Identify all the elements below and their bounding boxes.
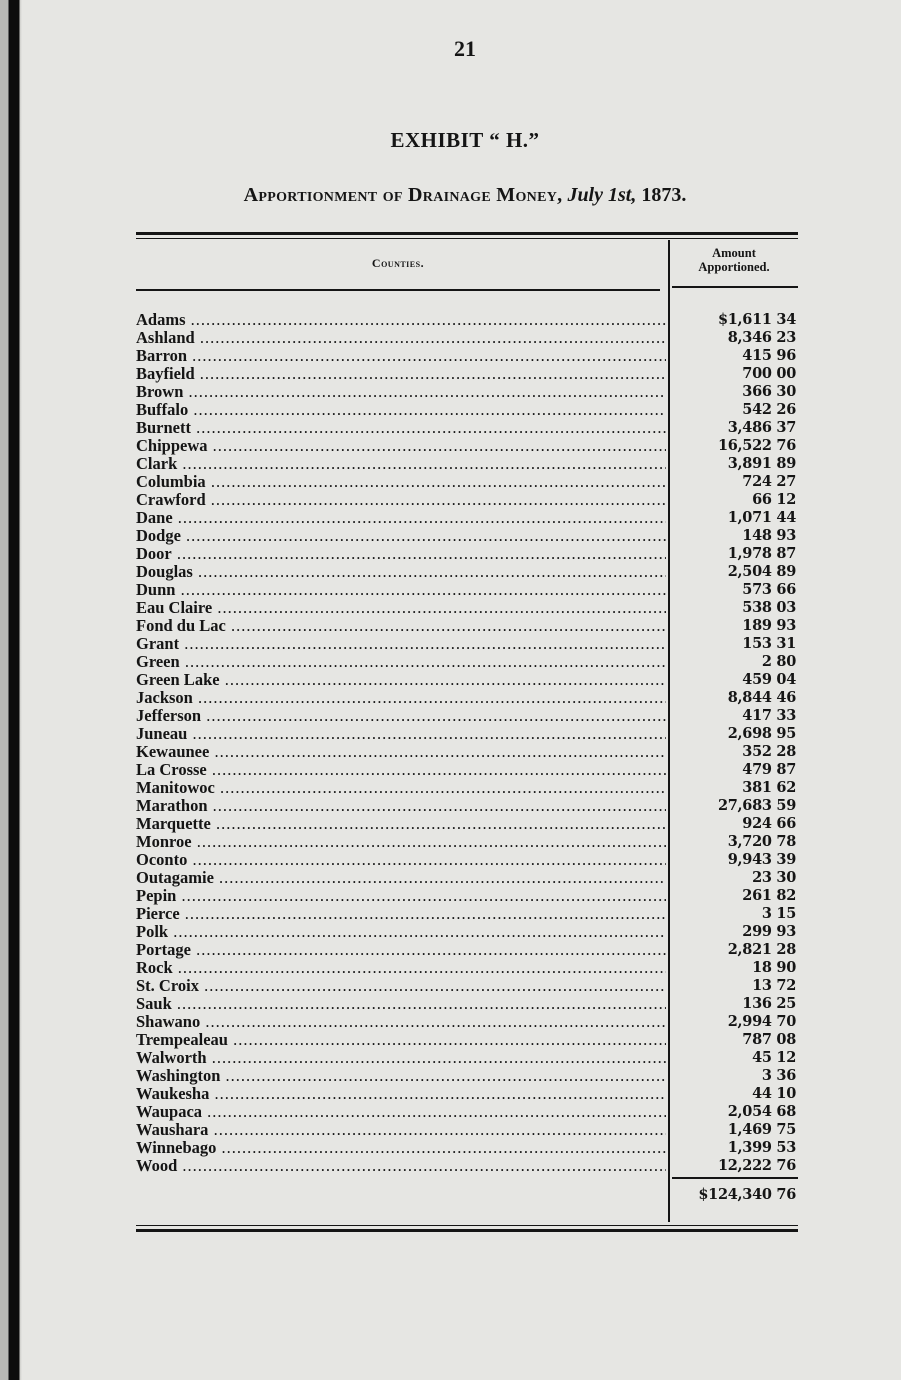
apportioned-amount: 8,844 46: [727, 689, 796, 706]
apportioned-amount: 3,891 89: [727, 455, 796, 472]
table-row: [136, 1121, 796, 1139]
county-name: Manitowoc .....: [136, 779, 666, 797]
county-name: Juneau .....: [136, 725, 666, 743]
county-name: Waukesha .....: [136, 1085, 666, 1103]
table-row: [136, 653, 796, 671]
table-row: [136, 725, 796, 743]
county-name: Washington .....: [136, 1067, 666, 1085]
table-row: [136, 1049, 796, 1067]
county-name: Pierce .....: [136, 905, 666, 923]
table-row: [136, 1139, 796, 1157]
county-name: Grant .....: [136, 635, 666, 653]
table-row: [136, 995, 796, 1013]
table-row: [136, 617, 796, 635]
table-row: [136, 437, 796, 455]
table-row: [136, 743, 796, 761]
county-name: Ashland .....: [136, 329, 666, 347]
county-name: Portage .....: [136, 941, 666, 959]
county-name: Burnett .....: [136, 419, 666, 437]
county-name: Columbia .....: [136, 473, 666, 491]
table-subtitle: [0, 184, 901, 207]
table-row: [136, 941, 796, 959]
apportioned-amount: 2,504 89: [727, 563, 796, 580]
apportioned-amount: 3,720 78: [727, 833, 796, 850]
county-name: Walworth .....: [136, 1049, 666, 1067]
column-header-amount: [672, 246, 796, 274]
apportioned-amount: 3,486 37: [727, 419, 796, 436]
county-name: Outagamie .....: [136, 869, 666, 887]
apportioned-amount: 366 30: [742, 383, 796, 400]
apportioned-amount: 1,469 75: [727, 1121, 796, 1138]
table-row: [136, 401, 796, 419]
apportioned-amount: 1,071 44: [727, 509, 796, 526]
county-name: Dane .....: [136, 509, 666, 527]
apportioned-amount: 459 04: [742, 671, 796, 688]
apportioned-amount: 417 33: [742, 707, 796, 724]
county-name: Eau Claire .....: [136, 599, 666, 617]
table-row: [136, 959, 796, 977]
county-name: Barron .....: [136, 347, 666, 365]
table-row: [136, 1013, 796, 1031]
table-row: [136, 1067, 796, 1085]
apportioned-amount: 1,399 53: [727, 1139, 796, 1156]
subtitle-date: July 1st,: [567, 184, 637, 206]
page-binding-edge: [0, 0, 22, 1380]
apportioned-amount: 3 15: [761, 905, 796, 922]
table-row: [136, 365, 796, 383]
table-row: [136, 977, 796, 995]
amount-header-line2: Apportioned.: [698, 260, 770, 274]
total-amount: $124,340 76: [698, 1186, 796, 1203]
header-rule-right: [672, 286, 798, 288]
table-row: [136, 779, 796, 797]
top-rule-thick: [136, 232, 798, 235]
apportioned-amount: 45 12: [752, 1049, 796, 1066]
county-name: Trempealeau .....: [136, 1031, 666, 1049]
apportioned-amount: 66 12: [752, 491, 796, 508]
apportioned-amount: 700 00: [742, 365, 796, 382]
county-name: Adams .....: [136, 311, 666, 329]
apportioned-amount: 924 66: [742, 815, 796, 832]
table-row: [136, 923, 796, 941]
county-name: La Crosse .....: [136, 761, 666, 779]
county-name: Brown .....: [136, 383, 666, 401]
apportioned-amount: 538 03: [742, 599, 796, 616]
table-row: [136, 383, 796, 401]
county-name: Rock .....: [136, 959, 666, 977]
table-row: [136, 581, 796, 599]
table-row: [136, 851, 796, 869]
table-row: [136, 419, 796, 437]
apportioned-amount: 2,698 95: [727, 725, 796, 742]
county-name: Marathon .....: [136, 797, 666, 815]
apportioned-amount: 27,683 59: [717, 797, 796, 814]
county-name: Waupaca .....: [136, 1103, 666, 1121]
apportioned-amount: 8,346 23: [727, 329, 796, 346]
page-number: 21: [454, 36, 476, 61]
apportioned-amount: 415 96: [742, 347, 796, 364]
amount-header-line1: Amount: [712, 246, 756, 260]
table-row: [136, 761, 796, 779]
apportioned-amount: 724 27: [742, 473, 796, 490]
table-row: [136, 1103, 796, 1121]
header-rule-left: [136, 289, 660, 291]
table-row: [136, 329, 796, 347]
subtitle-main: Apportionment of Drainage Money,: [243, 184, 563, 206]
county-name: Green .....: [136, 653, 666, 671]
table-row: [136, 671, 796, 689]
county-name: Green Lake .....: [136, 671, 666, 689]
apportioned-amount: 44 10: [752, 1085, 796, 1102]
county-name: Dodge .....: [136, 527, 666, 545]
table-row: [136, 473, 796, 491]
apportioned-amount: 9,943 39: [727, 851, 796, 868]
apportioned-amount: 542 26: [742, 401, 796, 418]
table-row: [136, 491, 796, 509]
apportioned-amount: 13 72: [752, 977, 796, 994]
apportioned-amount: 189 93: [742, 617, 796, 634]
bottom-rule-thick: [136, 1229, 798, 1232]
apportioned-amount: 2 80: [761, 653, 796, 670]
apportioned-amount: 16,522 76: [717, 437, 796, 454]
apportioned-amount: 2,821 28: [727, 941, 796, 958]
table-row: [136, 527, 796, 545]
table-row: [136, 599, 796, 617]
apportioned-amount: 153 31: [742, 635, 796, 652]
subtitle-year: 1873.: [641, 184, 687, 206]
county-name: Dunn .....: [136, 581, 666, 599]
table-row: [136, 833, 796, 851]
table-row: [136, 887, 796, 905]
county-name: Chippewa .....: [136, 437, 666, 455]
apportioned-amount: 261 82: [742, 887, 796, 904]
apportioned-amount: 2,054 68: [727, 1103, 796, 1120]
table-row: [136, 797, 796, 815]
table-row: [136, 347, 796, 365]
county-name: Winnebago .....: [136, 1139, 666, 1157]
apportioned-amount: 1,978 87: [727, 545, 796, 562]
table-row: [136, 815, 796, 833]
county-name: Marquette .....: [136, 815, 666, 833]
apportioned-amount: 787 08: [742, 1031, 796, 1048]
apportioned-amount: 381 62: [742, 779, 796, 796]
table-row: [136, 1157, 796, 1175]
county-name: Sauk .....: [136, 995, 666, 1013]
county-name: Waushara .....: [136, 1121, 666, 1139]
county-name: Wood .....: [136, 1157, 666, 1175]
county-name: Buffalo .....: [136, 401, 666, 419]
apportioned-amount: 2,994 70: [727, 1013, 796, 1030]
table-row: [136, 563, 796, 581]
apportioned-amount: 136 25: [742, 995, 796, 1012]
table-row: [136, 1085, 796, 1103]
apportioned-amount: 352 28: [742, 743, 796, 760]
table-row: [136, 455, 796, 473]
apportioned-amount: $1,611 34: [717, 311, 796, 328]
apportioned-amount: 18 90: [752, 959, 796, 976]
apportioned-amount: 299 93: [742, 923, 796, 940]
apportioned-amount: 479 87: [742, 761, 796, 778]
column-header-counties: Counties.: [371, 256, 425, 270]
county-name: St. Croix .....: [136, 977, 666, 995]
county-name: Douglas .....: [136, 563, 666, 581]
table-row: [136, 1031, 796, 1049]
county-name: Clark .....: [136, 455, 666, 473]
apportioned-amount: 148 93: [742, 527, 796, 544]
county-name: Shawano .....: [136, 1013, 666, 1031]
table-row: [136, 905, 796, 923]
county-name: Oconto .....: [136, 851, 666, 869]
county-name: Fond du Lac .....: [136, 617, 666, 635]
county-name: Door .....: [136, 545, 666, 563]
apportioned-amount: 3 36: [761, 1067, 796, 1084]
county-name: Pepin .....: [136, 887, 666, 905]
total-rule: [672, 1177, 798, 1179]
apportioned-amount: 573 66: [742, 581, 796, 598]
county-name: Jefferson .....: [136, 707, 666, 725]
table-row: [136, 707, 796, 725]
county-name: Jackson .....: [136, 689, 666, 707]
table-row: [136, 509, 796, 527]
county-name: Monroe .....: [136, 833, 666, 851]
table-row: [136, 689, 796, 707]
apportioned-amount: 23 30: [752, 869, 796, 886]
table-row: [136, 869, 796, 887]
county-name: Polk .....: [136, 923, 666, 941]
county-name: Kewaunee .....: [136, 743, 666, 761]
apportioned-amount: 12,222 76: [717, 1157, 796, 1174]
table-row: [136, 635, 796, 653]
top-rule-thin: [136, 238, 798, 239]
table-row: [136, 311, 796, 329]
exhibit-title: EXHIBIT “ H.”: [390, 128, 540, 152]
county-name: Crawford .....: [136, 491, 666, 509]
county-name: Bayfield .....: [136, 365, 666, 383]
bottom-rule-thin: [136, 1225, 798, 1226]
table-row: [136, 545, 796, 563]
